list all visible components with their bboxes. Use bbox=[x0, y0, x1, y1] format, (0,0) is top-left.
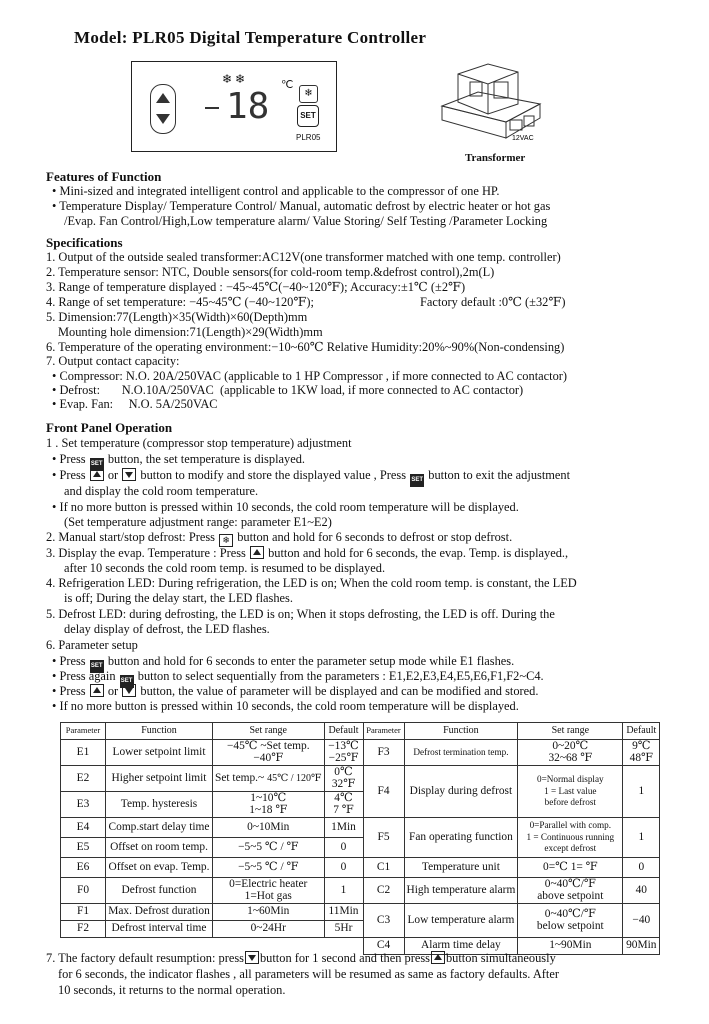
param-function: Defrost interval time bbox=[106, 921, 213, 938]
col-header: Default bbox=[324, 723, 363, 740]
param-code: F3 bbox=[363, 740, 404, 766]
param-function: Defrost termination temp. bbox=[404, 740, 518, 766]
up-button-icon bbox=[90, 468, 104, 481]
table-row bbox=[61, 904, 660, 921]
fp-step-1: 1 . Set temperature (compressor stop temperature) adjustment bbox=[46, 436, 352, 450]
spec-5: 5. Dimension:77(Length)×35(Width)×60(Depth)mm bbox=[46, 310, 308, 324]
param-range: 1~90Min bbox=[518, 938, 623, 955]
spec-7-compressor: • Compressor: N.O. 20A/250VAC (applicable to 1 HP Compressor , if more connected to AC contactor) bbox=[52, 369, 568, 383]
celsius-symbol: ℃ bbox=[281, 79, 294, 91]
down-button-icon bbox=[122, 684, 136, 697]
down-arrow-icon bbox=[156, 114, 170, 124]
set-button: SET bbox=[297, 105, 319, 127]
transformer-voltage: 12VAC bbox=[512, 135, 534, 142]
page-title: Model: PLR05 Digital Temperature Controller bbox=[74, 28, 427, 47]
fp-step-6: 6. Parameter setup bbox=[46, 638, 138, 652]
param-default: 5Hr bbox=[324, 921, 363, 938]
set-button-icon: SET bbox=[90, 660, 104, 673]
param-function: Lower setpoint limit bbox=[106, 740, 213, 766]
param-range: 0~40℃/℉ above setpoint bbox=[518, 878, 623, 904]
param-function: Display during defrost bbox=[404, 766, 518, 818]
param-range: 0=℃ 1= ℉ bbox=[518, 858, 623, 878]
fp-6-bullet-3: • Press or button, the value of parameter will be displayed and can be modified and stored. bbox=[52, 684, 539, 698]
param-code: E3 bbox=[61, 792, 106, 818]
feature-2-cont: /Evap. Fan Control/High,Low temperature alarm/ Value Storing/ Self Testing /Parameter Locking bbox=[64, 214, 548, 228]
spec-1: 1. Output of the outside sealed transformer:AC12V(one transformer matched with one temp. controller) bbox=[46, 250, 561, 264]
panel-model-label: PLR05 bbox=[296, 133, 321, 142]
param-code: E2 bbox=[61, 766, 106, 792]
param-range: −45℃ ~Set temp. −40℉ bbox=[213, 740, 325, 766]
param-default: 0 bbox=[324, 858, 363, 878]
fp-step-7-cont-2: 10 seconds, it returns to the normal operation. bbox=[58, 983, 286, 997]
param-code: C4 bbox=[363, 938, 404, 955]
col-header: Parameter bbox=[363, 723, 404, 740]
fp-step-4: 4. Refrigeration LED: During refrigeration, the LED is on; When the cold room temp. is constant, the LED bbox=[46, 576, 577, 590]
set-button-icon: SET bbox=[90, 458, 104, 471]
table-row bbox=[61, 740, 660, 766]
param-code: F5 bbox=[363, 818, 404, 858]
down-button-icon bbox=[245, 951, 259, 964]
fp-step-5: 5. Defrost LED: during defrosting, the LED is on; When it stops defrosting, the LED is off. During the bbox=[46, 607, 555, 621]
param-range: 0=Parallel with comp. 1 = Continuous running except defrost bbox=[518, 818, 623, 858]
param-default: 9℃ 48℉ bbox=[623, 740, 660, 766]
up-arrow-icon bbox=[156, 93, 170, 103]
spec-3: 3. Range of temperature displayed : −45~45℃(−40~120℉); Accuracy:±1℃ (±2℉) bbox=[46, 280, 466, 294]
fp-1-bullet-1: • Press SET button, the set temperature is displayed. bbox=[52, 452, 305, 471]
fp-1-bullet-2: • Press or button to modify and store the displayed value , Press SET button to exit the adjustment bbox=[52, 468, 570, 487]
spec-4-default: Factory default :0℃ (±32℉) bbox=[420, 295, 566, 309]
fp-1-bullet-2-cont: and display the cold room temperature. bbox=[64, 484, 259, 498]
param-code: C1 bbox=[363, 858, 404, 878]
feature-1: • Mini-sized and integrated intelligent control and applicable to the compressor of one HP. bbox=[52, 184, 500, 198]
param-function: Offset on evap. Temp. bbox=[106, 858, 213, 878]
spec-7-fan: • Evap. Fan: N.O. 5A/250VAC bbox=[52, 397, 218, 411]
param-function: Defrost function bbox=[106, 878, 213, 904]
spec-7: 7. Output contact capacity: bbox=[46, 354, 180, 368]
param-function: Temperature unit bbox=[404, 858, 518, 878]
led-indicators: ❄ ❄ bbox=[222, 72, 246, 86]
col-header: Set range bbox=[518, 723, 623, 740]
param-default: 11Min bbox=[324, 904, 363, 921]
param-range: 0~40℃/℉ below setpoint bbox=[518, 904, 623, 938]
defrost-button-icon: ❄ bbox=[299, 85, 318, 103]
specifications-heading: Specifications bbox=[46, 235, 123, 250]
fp-step-5-cont: delay display of defrost, the LED flashes. bbox=[64, 622, 270, 636]
fp-step-7: 7. The factory default resumption: press button for 1 second and then press button simultaneously bbox=[46, 951, 556, 965]
param-range: 0~10Min bbox=[213, 818, 325, 838]
fp-step-3-cont: after 10 seconds the cold room temp. is resumed to be displayed. bbox=[64, 561, 386, 575]
param-function: Alarm time delay bbox=[404, 938, 518, 955]
fp-step-3: 3. Display the evap. Temperature : Press button and hold for 6 seconds, the evap. Temp. is displayed., bbox=[46, 546, 569, 560]
param-code: F1 bbox=[61, 904, 106, 921]
seven-segment-display: 18 bbox=[226, 86, 270, 127]
param-range: 0=Normal display 1 = Last value before defrost bbox=[518, 766, 623, 818]
param-default: 90Min bbox=[623, 938, 660, 955]
set-button-icon: SET bbox=[120, 675, 134, 688]
param-default: 1Min bbox=[324, 818, 363, 838]
param-range: Set temp.~ 45℃ / 120℉ bbox=[213, 766, 325, 792]
fp-1-bullet-3-cont: (Set temperature adjustment range: parameter E1~E2) bbox=[64, 515, 332, 529]
param-default: 1 bbox=[324, 878, 363, 904]
col-header: Function bbox=[106, 723, 213, 740]
up-button-icon bbox=[431, 951, 445, 964]
param-function: Offset on room temp. bbox=[106, 838, 213, 858]
fp-step-4-cont: is off; During the delay start, the LED flashes. bbox=[64, 591, 293, 605]
param-code: C2 bbox=[363, 878, 404, 904]
col-header: Function bbox=[404, 723, 518, 740]
param-range: −5~5 ℃ / ℉ bbox=[213, 858, 325, 878]
table-row bbox=[61, 878, 660, 904]
features-heading: Features of Function bbox=[46, 169, 162, 184]
table-row bbox=[61, 766, 660, 792]
param-default: 1 bbox=[623, 818, 660, 858]
fp-1-bullet-3: • If no more button is pressed within 10 seconds, the cold room temperature will be displayed. bbox=[52, 500, 519, 514]
param-code: E1 bbox=[61, 740, 106, 766]
transformer-label: Transformer bbox=[465, 152, 526, 164]
param-function: Max. Defrost duration bbox=[106, 904, 213, 921]
parameter-table bbox=[60, 722, 660, 955]
param-code: F2 bbox=[61, 921, 106, 938]
front-panel-heading: Front Panel Operation bbox=[46, 420, 173, 435]
col-header: Default bbox=[623, 723, 660, 740]
param-range: 0~20℃ 32~68 ℉ bbox=[518, 740, 623, 766]
param-default: 0 bbox=[324, 838, 363, 858]
param-function: Higher setpoint limit bbox=[106, 766, 213, 792]
param-default: 0℃ 32℉ bbox=[324, 766, 363, 792]
param-function: Low temperature alarm bbox=[404, 904, 518, 938]
param-default: 40 bbox=[623, 878, 660, 904]
feature-2: • Temperature Display/ Temperature Control/ Manual, automatic defrost by electric heater or hot gas bbox=[52, 199, 551, 213]
up-button-icon bbox=[250, 546, 264, 559]
table-row bbox=[61, 858, 660, 878]
param-range: 1~10℃ 1~18 ℉ bbox=[213, 792, 325, 818]
param-range: 0=Electric heater 1=Hot gas bbox=[213, 878, 325, 904]
defrost-snowflake-icon: ❄ bbox=[219, 534, 233, 547]
param-default: −40 bbox=[623, 904, 660, 938]
param-range: −5~5 ℃ / ℉ bbox=[213, 838, 325, 858]
param-code: F4 bbox=[363, 766, 404, 818]
col-header: Set range bbox=[213, 723, 325, 740]
param-range: 0~24Hr bbox=[213, 921, 325, 938]
col-header: Parameter bbox=[61, 723, 106, 740]
up-down-buttons bbox=[150, 84, 176, 134]
param-default: 1 bbox=[623, 766, 660, 818]
param-code: E5 bbox=[61, 838, 106, 858]
param-code: C3 bbox=[363, 904, 404, 938]
param-function: Comp.start delay time bbox=[106, 818, 213, 838]
fp-6-bullet-2: • Press again SET button to select sequentially from the parameters : E1,E2,E3,E4,E5,E6,F1,F2~C4. bbox=[52, 669, 544, 688]
fp-6-bullet-1: • Press SET button and hold for 6 seconds to enter the parameter setup mode while E1 flashes. bbox=[52, 654, 514, 673]
spec-4: 4. Range of set temperature: −45~45℃ (−40~120℉); bbox=[46, 295, 314, 309]
table-header-row bbox=[61, 723, 660, 740]
display-minus bbox=[205, 107, 219, 109]
down-button-icon bbox=[122, 468, 136, 481]
param-code: E4 bbox=[61, 818, 106, 838]
param-default: 4℃ 7 ℉ bbox=[324, 792, 363, 818]
param-range: 1~60Min bbox=[213, 904, 325, 921]
spec-5-mounting: Mounting hole dimension:71(Length)×29(Width)mm bbox=[58, 325, 323, 339]
table-row bbox=[61, 818, 660, 838]
param-default: 0 bbox=[623, 858, 660, 878]
up-button-icon bbox=[90, 684, 104, 697]
param-function: Fan operating function bbox=[404, 818, 518, 858]
transformer-drawing bbox=[436, 62, 546, 144]
param-code: E6 bbox=[61, 858, 106, 878]
param-code: F0 bbox=[61, 878, 106, 904]
param-default: −13℃ −25℉ bbox=[324, 740, 363, 766]
fp-6-bullet-4: • If no more button is pressed within 10 seconds, the cold room temperature will be displayed. bbox=[52, 699, 519, 713]
param-function: High temperature alarm bbox=[404, 878, 518, 904]
spec-7-defrost: • Defrost: N.O.10A/250VAC (applicable to 1KW load, if more connected to AC contactor) bbox=[52, 383, 524, 397]
set-button-icon: SET bbox=[410, 474, 424, 487]
fp-step-7-cont: for 6 seconds, the indicator flashes , all parameters will be resumed as same as factory defaults. After bbox=[58, 967, 559, 981]
param-function: Temp. hysteresis bbox=[106, 792, 213, 818]
spec-2: 2. Temperature sensor: NTC, Double sensors(for cold-room temp.&defrost control),2m(L) bbox=[46, 265, 495, 279]
spec-6: 6. Temperature of the operating environment:−10~60℃ Relative Humidity:20%~90%(Non-condensing) bbox=[46, 340, 565, 354]
fp-step-2: 2. Manual start/stop defrost: Press ❄ button and hold for 6 seconds to defrost or stop defrost. bbox=[46, 530, 513, 545]
